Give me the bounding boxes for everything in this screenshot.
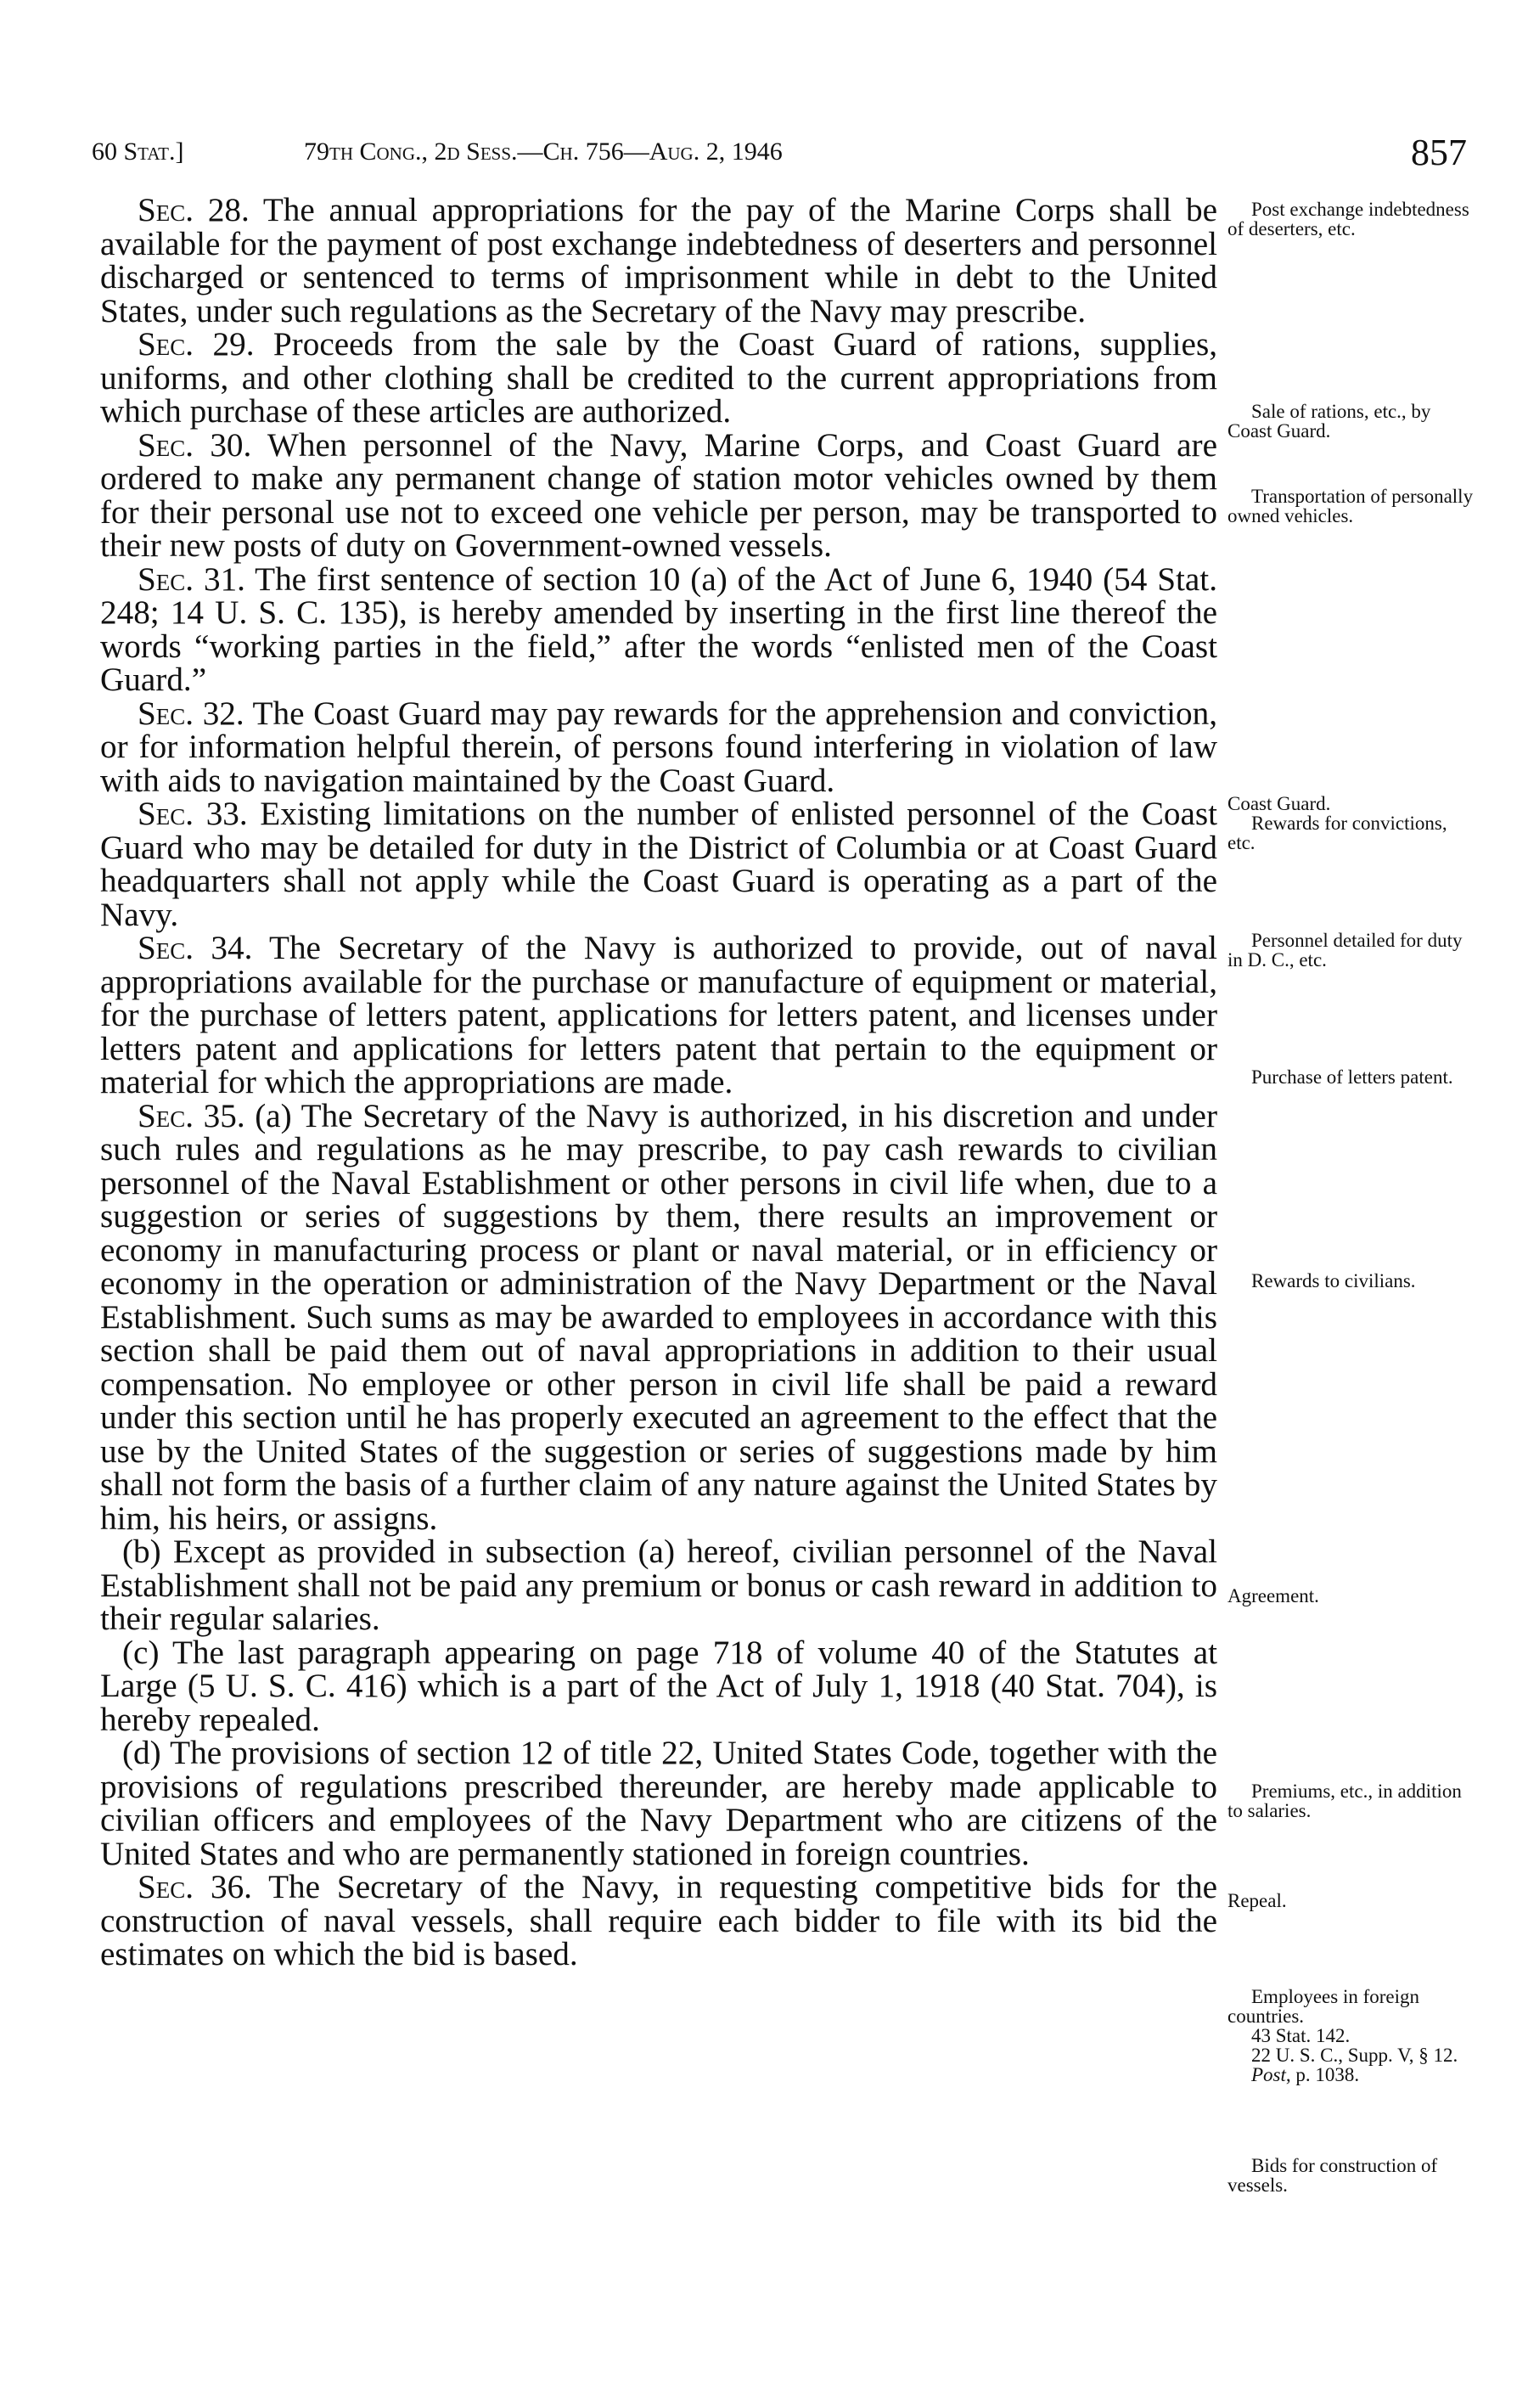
section-label: Sec. [138,326,194,363]
section-label: Sec. [138,1869,194,1905]
citation-stat: 43 Stat. 142. [1251,2025,1351,2046]
section-label: Sec. [138,426,194,464]
running-header [92,132,1467,180]
section-30 [100,426,1217,564]
margin-note-personnel-detailed: Personnel detailed for duty in D. C., etc. [1227,930,1463,971]
margin-note-bids: Bids for construction of vessels. [1227,2155,1438,2196]
section-text: 31. The first sentence of section 10 (a) of the Act of June 6, 1940 (54 Stat. 248; 14 U. S. C. 135), is hereby amended by inserting in the first line thereof the words “working parties in the field,” after the words “enlisted men of the Coast Guard.” [100,560,1217,698]
page-number: 857 [1411,132,1467,173]
volume-citation: 60 Stat.] [92,138,184,166]
citation-post: Post, p. 1038. [1251,2064,1360,2085]
margin-note-repeal: Repeal. [1227,1890,1287,1911]
section-35d [100,1736,1217,1871]
section-text: (c) The last paragraph appearing on page 718 of volume 40 of the Statutes at Large (5 U. S. C. 416) which is a part of the Act of July 1, 1918 (40 Stat. 704), is hereby repealed. [100,1634,1217,1738]
statute-text [100,194,1217,1972]
section-31 [100,560,1217,698]
section-32 [100,697,1217,798]
section-34 [100,931,1217,1100]
section-28 [100,194,1217,328]
section-label: Sec. [138,560,194,598]
margin-note-purchase-patent: Purchase of letters patent. [1251,1066,1453,1088]
citation-usc: 22 U. S. C., Supp. V, § 12. [1251,2045,1458,2066]
margin-note-employees-foreign: Employees in foreign countries. 43 Stat. 142. 22 U. S. C., Supp. V, § 12. Post, p. 1038. [1227,1987,1474,2084]
section-text: (b) Except as provided in subsection (a) hereof, civilian personnel of the Naval Establishment shall not be paid any premium or bonus or cash reward in addition to their regular salaries. [100,1533,1217,1637]
margin-note-post-exchange: Post exchange indebtedness of deserters, etc. [1227,199,1469,239]
section-33 [100,797,1217,931]
section-text: 36. The Secretary of the Navy, in requesting competitive bids for the construction of naval vessels, shall require each bidder to file with its bid the estimates on which the bid is based. [100,1869,1217,1972]
margin-note-coast-guard-rewards: Coast Guard. Rewards for convictions, etc. [1227,793,1447,853]
section-label: Sec. [138,1097,194,1134]
section-35a [100,1097,1217,1537]
section-text: 35. (a) The Secretary of the Navy is authorized, in his discretion and under such rules and regulations as he may prescribe, to pay cash rewards to civilian personnel of the Naval Establishment or other persons in civil life when, due to a suggestion or series of suggestions by them, there results an improvement or economy in manufacturing process or plant or naval material, or in efficiency or economy in the operation or administration of the Navy Department or the Naval Establishment. Such sums as may be awarded to employees in accordance with this section shall be paid them out of naval appropriations in addition to their usual compensation. No employee or other person in civil life shall be paid a reward under this section until he has properly executed an agreement to the effect that the use by the United States of the suggestion or series of suggestions made by him shall not form the basis of a further claim of any nature against the United States by him, his heirs, or assigns. [100,1097,1217,1537]
section-text: 33. Existing limitations on the number of enlisted personnel of the Coast Guard who may be detailed for duty in the District of Columbia or at Coast Guard headquarters shall not apply while the Coast Guard is operating as a part of the Navy. [100,796,1217,933]
margin-note-premiums: Premiums, etc., in addition to salaries. [1227,1781,1462,1821]
margin-note-agreement: Agreement. [1227,1585,1319,1606]
margin-note-transportation: Transportation of personally owned vehicles. [1227,486,1474,526]
section-text: 34. The Secretary of the Navy is authorized to provide, out of naval appropriations available for the purchase or manufacture of equipment or material, for the purchase of letters patent, applications for letters patent, and licenses under letters patent and applications for letters patent that pertain to the equipment or material for which the appropriations are made. [100,930,1217,1100]
margin-note-rewards-civilians: Rewards to civilians. [1251,1270,1416,1291]
section-text: 28. The annual appropriations for the pay of the Marine Corps shall be available for the payment of post exchange indebtedness of deserters and personnel discharged or sentenced to terms of imprisonment while in debt to the United States, under such regulations as the Secretary of the Navy may prescribe. [100,192,1217,329]
section-text: 32. The Coast Guard may pay rewards for the apprehension and conviction, or for information helpful therein, of persons found interfering in violation of law with aids to navigation maintained by the Coast Guard. [100,695,1217,799]
section-text: 30. When personnel of the Navy, Marine Corps, and Coast Guard are ordered to make any permanent change of station motor vehicles owned by them for their personal use not to exceed one vehicle per person, may be transported to their new posts of duty on Government-owned vessels. [100,426,1217,564]
section-text: 29. Proceeds from the sale by the Coast Guard of rations, supplies, uniforms, and other clothing shall be credited to the current appropriations from which purchase of these articles are authorized. [100,326,1217,430]
section-label: Sec. [138,930,194,966]
section-36 [100,1871,1217,1972]
section-35b [100,1535,1217,1636]
section-label: Sec. [138,796,194,832]
section-label: Sec. [138,192,194,228]
margin-note-sale-of-rations: Sale of rations, etc., by Coast Guard. [1227,401,1431,442]
session-chapter-date: 79th Cong., 2d Sess.—Ch. 756—Aug. 2, 1946 [304,138,783,166]
section-35c [100,1636,1217,1737]
section-29 [100,328,1217,429]
section-label: Sec. [138,695,194,732]
section-text: (d) The provisions of section 12 of title 22, United States Code, together with the provisions of regulations prescribed thereunder, are hereby made applicable to civilian officers and employees of the Navy Department who are citizens of the United States and who are permanently stationed in foreign countries. [100,1735,1217,1872]
